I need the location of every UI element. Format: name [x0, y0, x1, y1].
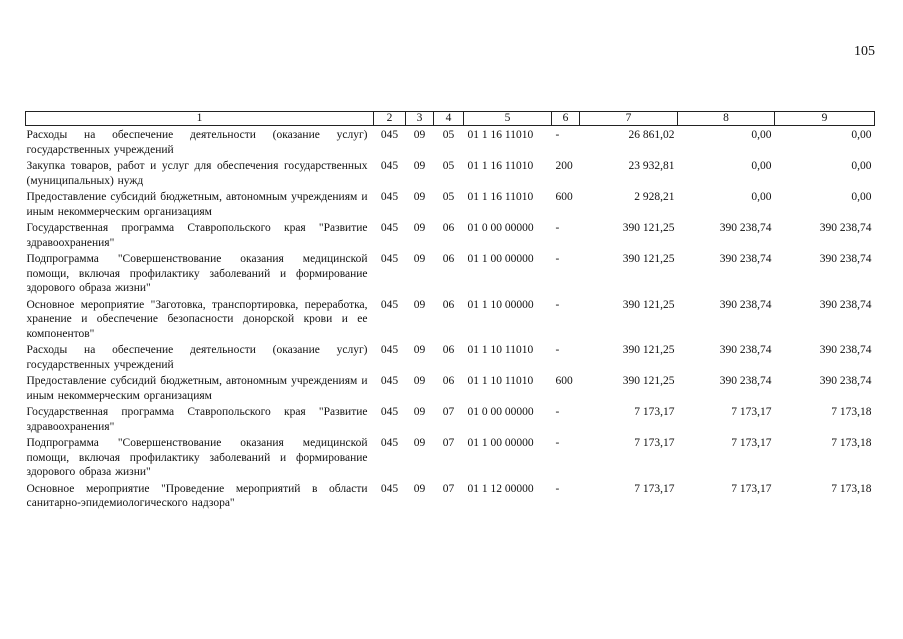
row-section: 09	[413, 253, 426, 265]
table-row	[26, 343, 875, 374]
column-header-5: 5	[464, 112, 552, 126]
row-expense-type: 200	[555, 160, 573, 172]
row-subsection: 05	[442, 160, 455, 172]
row-amount-col7: 390 121,25	[622, 298, 675, 311]
row-expense-type: 600	[555, 191, 573, 203]
row-ministry-code: 045	[380, 129, 399, 141]
row-target-code: 01 1 10 11010	[467, 344, 534, 356]
table-row	[26, 298, 875, 344]
table-row	[26, 159, 875, 190]
row-amount-col7: 390 121,25	[622, 344, 675, 356]
row-section: 09	[413, 344, 426, 356]
row-amount-col8: 0,00	[751, 129, 772, 141]
row-subsection: 05	[442, 129, 455, 141]
row-amount-col8: 7 173,17	[731, 406, 772, 418]
row-ministry-code: 045	[380, 191, 399, 203]
row-amount-col8: 7 173,17	[731, 482, 772, 495]
row-subsection: 06	[442, 253, 455, 265]
row-amount-col9: 390 238,74	[819, 253, 872, 265]
table-row	[26, 126, 875, 160]
row-target-code: 01 1 16 11010	[467, 160, 534, 172]
row-subsection: 06	[442, 344, 455, 356]
row-target-code: 01 1 16 11010	[467, 129, 534, 141]
row-section: 09	[413, 482, 426, 495]
row-ministry-code: 045	[380, 222, 399, 234]
table-row	[26, 436, 875, 482]
row-amount-col8: 0,00	[751, 160, 772, 172]
column-header-2: 2	[374, 112, 406, 126]
row-name: Подпрограмма "Совершенствование оказания медицинской помощи, включая профилактику заболеваний и формирование здорового образа жизни"	[26, 253, 368, 294]
row-expense-type: -	[555, 298, 560, 311]
row-amount-col8: 390 238,74	[719, 253, 772, 265]
row-name: Основное мероприятие "Заготовка, транспортировка, переработка, хранение и обеспечение безопасности донорской крови и ее компонентов"	[26, 298, 368, 340]
row-section: 09	[413, 437, 426, 449]
row-section: 09	[413, 375, 426, 387]
column-header-4: 4	[434, 112, 464, 126]
row-name: Расходы на обеспечение деятельности (оказание услуг) государственных учреждений	[26, 344, 368, 371]
row-amount-col9: 0,00	[851, 191, 872, 203]
row-ministry-code: 045	[380, 160, 399, 172]
row-target-code: 01 1 00 00000	[467, 437, 534, 449]
row-expense-type: -	[555, 222, 560, 234]
row-expense-type: -	[555, 344, 560, 356]
row-amount-col9: 390 238,74	[819, 222, 872, 234]
row-section: 09	[413, 160, 426, 172]
row-name: Расходы на обеспечение деятельности (оказание услуг) государственных учреждений	[26, 129, 368, 156]
row-expense-type: -	[555, 482, 560, 495]
row-name: Государственная программа Ставропольского края "Развитие здравоохранения"	[26, 406, 368, 433]
column-header-6: 6	[552, 112, 580, 126]
row-section: 09	[413, 191, 426, 203]
row-name: Государственная программа Ставропольского края "Развитие здравоохранения"	[26, 222, 368, 249]
row-section: 09	[413, 222, 426, 234]
row-name: Основное мероприятие "Проведение мероприятий в области санитарно-эпидемиологического надзора"	[26, 482, 368, 509]
budget-table	[25, 111, 875, 513]
row-expense-type: -	[555, 406, 560, 418]
row-subsection: 07	[442, 482, 455, 495]
row-amount-col8: 390 238,74	[719, 222, 772, 234]
row-name: Закупка товаров, работ и услуг для обеспечения государственных (муниципальных) нужд	[26, 160, 368, 187]
row-amount-col7: 7 173,17	[634, 482, 675, 495]
row-amount-col8: 0,00	[751, 191, 772, 203]
page-number: 105	[854, 44, 875, 59]
row-target-code: 01 1 10 11010	[467, 375, 534, 387]
row-subsection: 05	[442, 191, 455, 203]
row-subsection: 06	[442, 375, 455, 387]
row-amount-col7: 390 121,25	[622, 222, 675, 234]
column-header-7: 7	[580, 112, 678, 126]
row-amount-col9: 7 173,18	[831, 437, 872, 449]
row-amount-col7: 390 121,25	[622, 375, 675, 387]
row-ministry-code: 045	[380, 298, 399, 311]
row-ministry-code: 045	[380, 482, 399, 495]
table-row	[26, 190, 875, 221]
row-target-code: 01 1 10 00000	[467, 298, 534, 311]
row-target-code: 01 0 00 00000	[467, 222, 534, 234]
row-ministry-code: 045	[380, 344, 399, 356]
table-row	[26, 252, 875, 298]
row-subsection: 07	[442, 437, 455, 449]
row-amount-col9: 390 238,74	[819, 298, 872, 311]
row-amount-col9: 390 238,74	[819, 375, 872, 387]
row-section: 09	[413, 298, 426, 311]
row-amount-col9: 7 173,18	[831, 482, 872, 495]
row-target-code: 01 1 00 00000	[467, 253, 534, 265]
row-subsection: 07	[442, 406, 455, 418]
header-row	[26, 112, 875, 126]
row-expense-type: 600	[555, 375, 573, 387]
column-header-8: 8	[678, 112, 775, 126]
row-amount-col8: 390 238,74	[719, 375, 772, 387]
row-subsection: 06	[442, 222, 455, 234]
row-section: 09	[413, 406, 426, 418]
table-row	[26, 374, 875, 405]
row-target-code: 01 1 16 11010	[467, 191, 534, 203]
table-body	[26, 126, 875, 513]
row-target-code: 01 0 00 00000	[467, 406, 534, 418]
row-name: Предоставление субсидий бюджетным, автономным учреждениям и иным некоммерческим организациям	[26, 191, 368, 218]
row-amount-col7: 7 173,17	[634, 406, 675, 418]
row-target-code: 01 1 12 00000	[467, 482, 534, 495]
column-header-9: 9	[775, 112, 875, 126]
row-amount-col8: 390 238,74	[719, 298, 772, 311]
row-ministry-code: 045	[380, 253, 399, 265]
column-header-1: 1	[26, 112, 374, 126]
row-ministry-code: 045	[380, 437, 399, 449]
table-row	[26, 405, 875, 436]
row-expense-type: -	[555, 129, 560, 141]
row-subsection: 06	[442, 298, 455, 311]
row-ministry-code: 045	[380, 375, 399, 387]
row-amount-col8: 7 173,17	[731, 437, 772, 449]
column-header-3: 3	[406, 112, 434, 126]
row-amount-col8: 390 238,74	[719, 344, 772, 356]
row-section: 09	[413, 129, 426, 141]
row-amount-col7: 26 861,02	[628, 129, 675, 141]
row-amount-col7: 390 121,25	[622, 253, 675, 265]
row-amount-col9: 390 238,74	[819, 344, 872, 356]
row-name: Предоставление субсидий бюджетным, автономным учреждениям и иным некоммерческим организациям	[26, 375, 368, 402]
table-row	[26, 221, 875, 252]
row-expense-type: -	[555, 437, 560, 449]
row-name: Подпрограмма "Совершенствование оказания медицинской помощи, включая профилактику заболеваний и формирование здорового образа жизни"	[26, 437, 368, 478]
row-amount-col9: 7 173,18	[831, 406, 872, 418]
row-amount-col9: 0,00	[851, 129, 872, 141]
row-amount-col7: 23 932,81	[628, 160, 675, 172]
row-amount-col7: 7 173,17	[634, 437, 675, 449]
row-expense-type: -	[555, 253, 560, 265]
row-amount-col7: 2 928,21	[634, 191, 675, 203]
row-amount-col9: 0,00	[851, 160, 872, 172]
table-row	[26, 482, 875, 513]
row-ministry-code: 045	[380, 406, 399, 418]
table-header	[26, 112, 875, 126]
